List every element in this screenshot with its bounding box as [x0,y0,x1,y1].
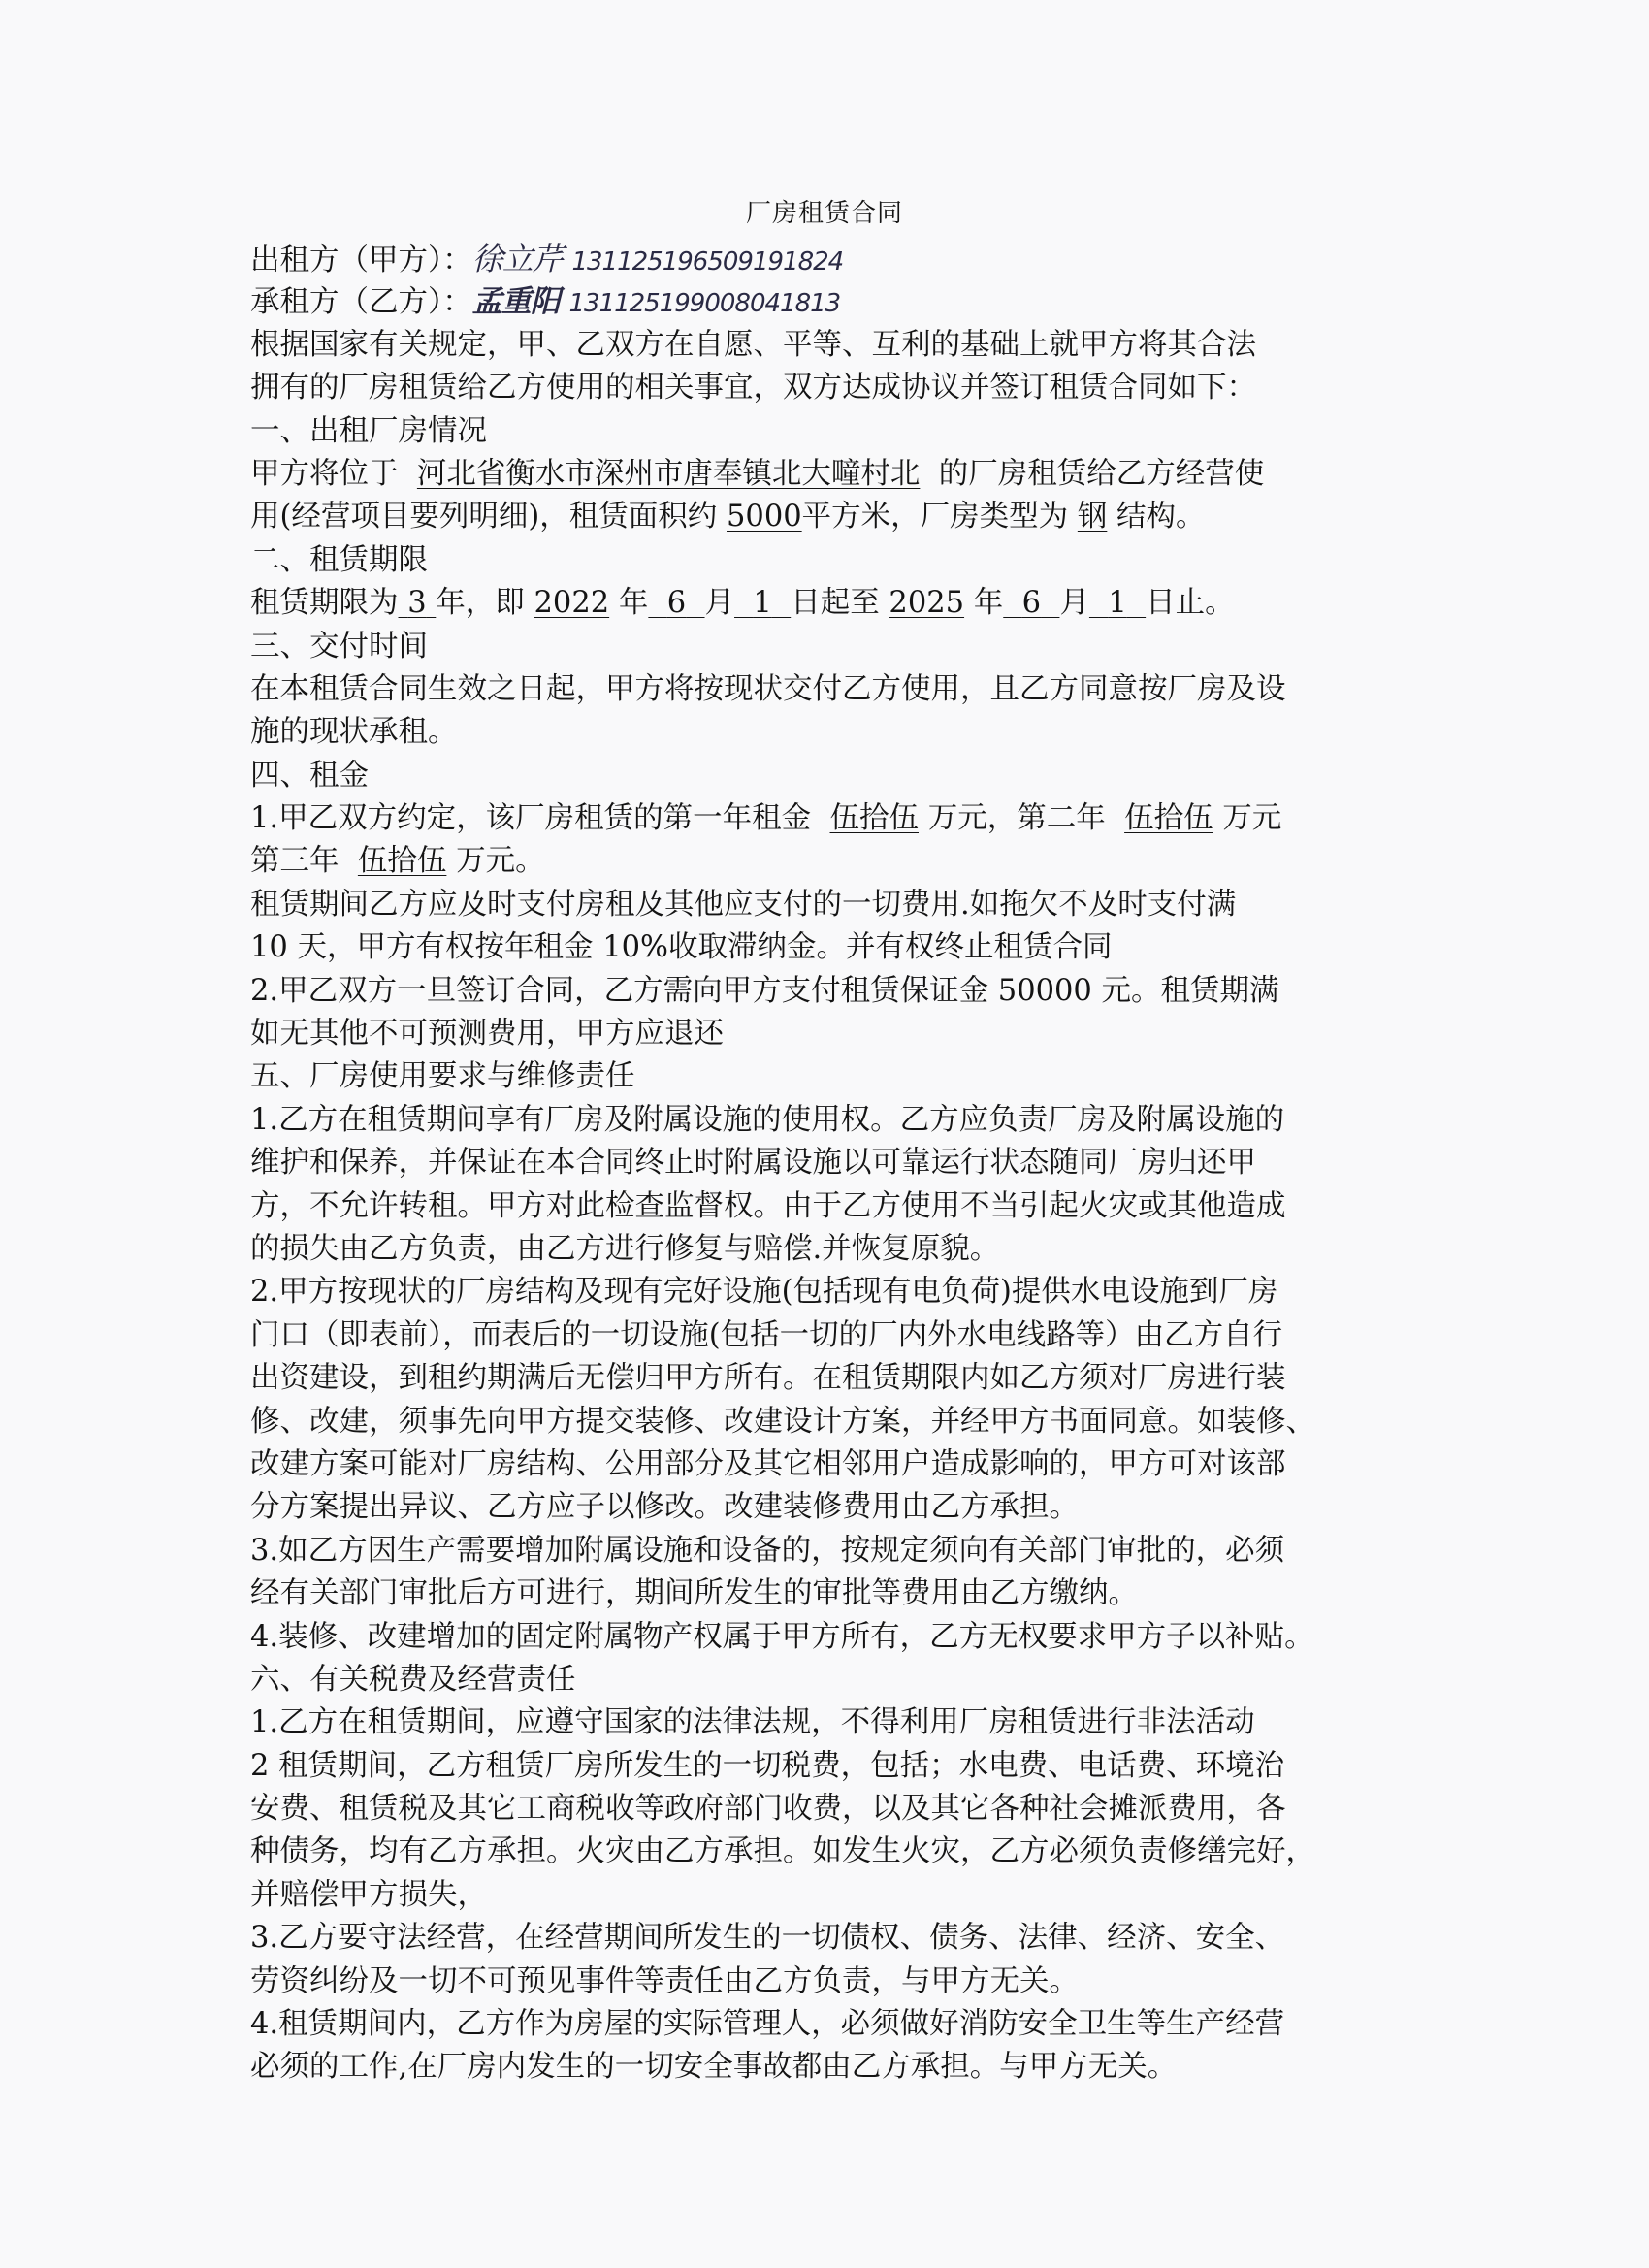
paragraph-line: 出资建设，到租约期满后无偿归甲方所有。在租赁期限内如乙方须对厂房进行装 [250,1361,1286,1396]
rent-year2-field: 伍拾伍 [1124,801,1213,836]
term-line [250,582,1387,625]
text-fragment: 年 [618,586,649,621]
text-fragment: 年，即 [436,586,525,621]
paragraph-line: 如无其他不可预测费用，甲方应退还 [250,1017,724,1052]
lessor-label: 出租方（甲方）： [250,243,472,277]
rent-line [250,840,1387,883]
area-field: 5000 [727,500,802,535]
paragraph-line: 在本租赁合同生效之日起，甲方将按现状交付乙方使用，且乙方同意按厂房及设 [250,671,1286,706]
text-fragment: 1.甲乙双方约定，该厂房租赁的第一年租金 [250,801,812,836]
start-month-field [648,586,704,620]
start-month-value: 6 [666,586,687,621]
section-heading: 五、厂房使用要求与维修责任 [250,1059,635,1094]
paragraph-line: 施的现状承租。 [250,715,458,750]
paragraph-line: 4.租赁期间内，乙方作为房屋的实际管理人，必须做好消防安全卫生等生产经营 [250,2007,1285,2042]
text-fragment: 月 [1059,586,1089,621]
paragraph-line: 修、改建，须事先向甲方提交装修、改建设计方案，并经甲方书面同意。如装修、 [250,1404,1315,1439]
end-year-field: 2025 [889,586,965,621]
end-month-value: 6 [1021,586,1042,621]
intro-line: 拥有的厂房租赁给乙方使用的相关事宜，双方达成协议并签订租赁合同如下： [250,371,1256,405]
paragraph-line: 必须的工作,在厂房内发生的一切安全事故都由乙方承担。与甲方无关。 [250,2050,1178,2085]
paragraph-line: 维护和保养，并保证在本合同终止时附属设施以可靠运行状态随同厂房归还甲 [250,1146,1256,1181]
text-fragment: 月 [704,586,735,621]
paragraph-line: 3.如乙方因生产需要增加附属设施和设备的，按规定须向有关部门审批的，必须 [250,1533,1285,1568]
contract-body [250,238,1387,2090]
lessee-name-handwritten: 孟重阳 [471,284,560,320]
paragraph-line: 2.甲乙双方一旦签订合同，乙方需向甲方支付租赁保证金 50000 元。租赁期满 [250,973,1279,1008]
location-field: 河北省衡水市深州市唐奉镇北大疃村北 [416,456,921,491]
paragraph-line: 劳资纠纷及一切不可预见事件等责任由乙方负责，与甲方无关。 [250,1963,1079,1998]
paragraph-line: 2.甲方按现状的厂房结构及现有完好设施(包括现有电负荷)提供水电设施到厂房 [250,1275,1278,1310]
paragraph-line: 3.乙方要守法经营，在经营期间所发生的一切债权、债务、法律、经济、安全、 [250,1921,1285,1956]
lessor-name-handwritten: 徐立芹 [471,241,563,277]
text-fragment: 用(经营项目要列明细)，租赁面积约 [250,500,718,535]
paragraph-line: 安费、租赁税及其它工商税收等政府部门收费，以及其它各种社会摊派费用，各 [250,1792,1286,1827]
text-fragment: 结构。 [1116,500,1206,535]
lessee-line [250,280,1387,323]
text-fragment: 租赁期限为 [250,586,399,621]
paragraph-line: 并赔偿甲方损失， [250,1877,487,1912]
paragraph-line: 租赁期间乙方应及时支付房租及其他应支付的一切费用.如拖欠不及时支付满 [250,887,1237,922]
paragraph-line: 1.乙方在租赁期间，应遵守国家的法律法规，不得利用厂房租赁进行非法活动 [250,1705,1255,1740]
text-fragment: 万元，第二年 [927,801,1106,836]
paragraph-line: 分方案提出异议、乙方应子以修改。改建装修费用由乙方承担。 [250,1490,1079,1525]
rent-year3-field: 伍拾伍 [357,844,447,879]
text-fragment: 万元。 [456,844,545,879]
lessee-label: 承租方（乙方）： [250,285,472,320]
location-line [250,453,1387,496]
start-year-field: 2022 [534,586,610,621]
area-line [250,496,1387,538]
paragraph-line: 门口（即表前），而表后的一切设施(包括一切的厂内外水电线路等）由乙方自行 [250,1317,1283,1352]
lessor-line [250,238,1387,280]
end-day-value: 1 [1108,586,1127,621]
paragraph-line: 4.装修、改建增加的固定附属物产权属于甲方所有，乙方无权要求甲方子以补贴。 [250,1619,1314,1654]
end-day-field [1089,586,1146,620]
text-fragment: 平方米，厂房类型为 [801,500,1069,535]
paragraph-line: 2 租赁期间，乙方租赁厂房所发生的一切税费，包括；水电费、电话费、环境治 [250,1748,1285,1783]
paragraph-line: 的损失由乙方负责，由乙方进行修复与赔偿.并恢复原貌。 [250,1231,1000,1266]
paragraph-line: 1.乙方在租赁期间享有厂房及附属设施的使用权。乙方应负责厂房及附属设施的 [250,1102,1285,1137]
intro-line: 根据国家有关规定，甲、乙双方在自愿、平等、互利的基础上就甲方将其合法 [250,327,1256,362]
section-heading: 六、有关税费及经营责任 [250,1662,576,1697]
years-field [399,586,436,620]
start-day-field [734,586,791,620]
structure-field: 钢 [1077,500,1108,535]
end-month-field [1003,586,1059,620]
paragraph-line: 种债务，均有乙方承担。火灾由乙方承担。如发生火灾，乙方必须负责修缮完好， [250,1834,1315,1869]
lessor-id-handwritten: 131125196509191824 [571,247,844,276]
text-fragment: 日止。 [1146,586,1235,621]
text-fragment: 的厂房租赁给乙方经营使 [938,456,1265,491]
section-heading: 二、租赁期限 [250,542,428,577]
section-heading: 一、出租厂房情况 [250,413,487,448]
paragraph-line: 改建方案可能对厂房结构、公用部分及其它相邻用户造成影响的，甲方可对该部 [250,1446,1286,1481]
text-fragment: 日起至 [791,586,880,621]
years-value: 3 [407,586,427,621]
rent-line [250,797,1387,840]
section-heading: 四、租金 [250,758,369,793]
paragraph-line: 10 天，甲方有权按年租金 10%收取滞纳金。并有权终止租赁合同 [250,930,1113,965]
start-day-value: 1 [753,586,772,621]
text-fragment: 年 [973,586,1004,621]
paragraph-line: 经有关部门审批后方可进行，期间所发生的审批等费用由乙方缴纳。 [250,1576,1138,1611]
lessee-id-handwritten: 131125199008041813 [568,289,841,319]
text-fragment: 第三年 [250,844,340,879]
text-fragment: 万元 [1222,801,1282,836]
document-title: 厂房租赁合同 [745,199,903,228]
section-heading: 三、交付时间 [250,629,428,664]
paragraph-line: 方，不允许转租。甲方对此检查监督权。由于乙方使用不当引起火灾或其他造成 [250,1188,1286,1223]
text-fragment: 甲方将位于 [250,456,399,491]
rent-year1-field: 伍拾伍 [829,801,919,836]
